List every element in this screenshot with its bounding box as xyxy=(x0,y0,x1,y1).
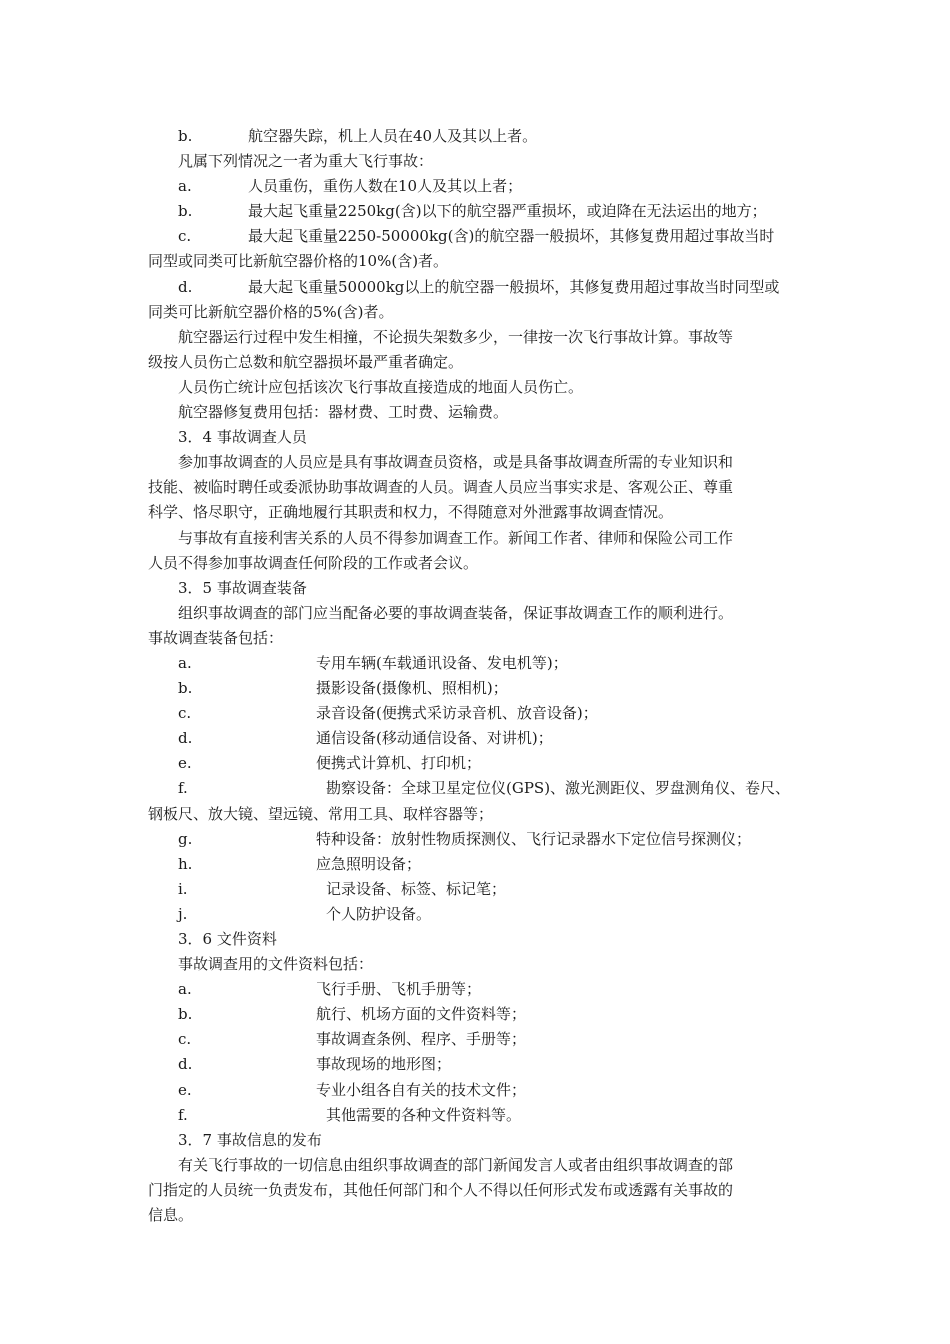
list-item xyxy=(148,1027,808,1052)
list-marker: b. xyxy=(178,679,193,698)
list-item xyxy=(148,676,808,701)
paragraph-line: 事故调查装备包括： xyxy=(148,628,284,647)
line-text: 最大起飞重量50000kg以上的航空器一般损坏，其修复费用超过事故当时同型或 xyxy=(248,277,780,296)
paragraph-line: 门指定的人员统一负责发布，其他任何部门和个人不得以任何形式发布或透露有关事故的 xyxy=(148,1180,734,1199)
list-item xyxy=(148,852,808,877)
paragraph-line: 参加事故调查的人员应是具有事故调查员资格，或是具备事故调查所需的专业知识和 xyxy=(178,453,734,472)
list-item xyxy=(148,1052,808,1077)
paragraph-line: 组织事故调查的部门应当配备必要的事故调查装备，保证事故调查工作的顺利进行。 xyxy=(178,603,734,622)
list-item xyxy=(148,877,808,902)
section-heading: 3．4 事故调查人员 xyxy=(178,428,307,447)
line-text: 事故现场的地形图； xyxy=(316,1055,452,1074)
line-text: 航行、机场方面的文件资料等； xyxy=(316,1005,527,1024)
paragraph-line: 与事故有直接利害关系的人员不得参加调查工作。新闻工作者、律师和保险公司工作 xyxy=(178,528,734,547)
list-item xyxy=(148,651,808,676)
list-item xyxy=(148,902,808,927)
list-marker: c. xyxy=(178,227,192,246)
list-item xyxy=(148,751,808,776)
paragraph-line: 航空器运行过程中发生相撞，不论损失架数多少，一律按一次飞行事故计算。事故等 xyxy=(178,327,734,346)
line-text: 应急照明设备； xyxy=(316,854,422,873)
line-text: 摄影设备(摄像机、照相机)； xyxy=(316,679,508,698)
line-text: 飞行手册、飞机手册等； xyxy=(316,980,482,999)
list-marker: a. xyxy=(178,177,192,196)
list-marker: b. xyxy=(178,127,193,145)
list-item xyxy=(148,199,808,224)
list-marker: c. xyxy=(178,704,192,723)
list-marker: a. xyxy=(178,980,192,999)
paragraph-line: 技能、被临时聘任或委派协助事故调查的人员。调查人员应当事实求是、客观公正、尊重 xyxy=(148,478,734,497)
section-heading: 3．5 事故调查装备 xyxy=(178,578,307,597)
line-text: 事故调查条例、程序、手册等； xyxy=(316,1030,527,1049)
list-item xyxy=(148,977,808,1002)
line-text: 特种设备：放射性物质探测仪、飞行记录器水下定位信号探测仪； xyxy=(316,829,752,848)
paragraph-line: 有关飞行事故的一切信息由组织事故调查的部门新闻发言人或者由组织事故调查的部 xyxy=(178,1155,734,1174)
list-item xyxy=(148,726,808,751)
list-marker: b. xyxy=(178,1005,193,1024)
paragraph-line: 信息。 xyxy=(148,1206,194,1225)
line-text: 录音设备(便携式采访录音机、放音设备)； xyxy=(316,704,598,723)
line-text: 便携式计算机、打印机； xyxy=(316,754,482,773)
list-item xyxy=(148,827,808,852)
list-item xyxy=(148,275,808,300)
paragraph-line: 航空器修复费用包括：器材费、工时费、运输费。 xyxy=(178,403,509,422)
list-marker: f. xyxy=(178,1105,188,1124)
paragraph-line: 同类可比新航空器价格的5%(含)者。 xyxy=(148,302,394,321)
list-item xyxy=(148,224,808,249)
list-marker: c. xyxy=(178,1030,192,1049)
list-marker: g. xyxy=(178,829,193,848)
list-item xyxy=(148,174,808,199)
list-marker: d. xyxy=(178,277,193,296)
paragraph-line: 同型或同类可比新航空器价格的10%(含)者。 xyxy=(148,252,449,271)
line-text: 专用车辆(车载通讯设备、发电机等)； xyxy=(316,653,568,672)
paragraph-line: 人员伤亡统计应包括该次飞行事故直接造成的地面人员伤亡。 xyxy=(178,377,584,396)
list-item xyxy=(148,1002,808,1027)
list-marker: j. xyxy=(178,904,188,923)
list-marker: e. xyxy=(178,1080,192,1099)
line-text: 专业小组各自有关的技术文件； xyxy=(316,1080,527,1099)
list-marker: e. xyxy=(178,754,192,773)
line-text: 其他需要的各种文件资料等。 xyxy=(326,1105,522,1124)
line-text: 最大起飞重量2250kg(含)以下的航空器严重损坏，或迫降在无法运出的地方； xyxy=(248,202,767,221)
list-marker: f. xyxy=(178,779,188,798)
paragraph-line: 事故调查用的文件资料包括： xyxy=(178,955,374,974)
line-text: 勘察设备：全球卫星定位仪(GPS)、激光测距仪、罗盘测角仪、卷尺、 xyxy=(326,779,791,798)
paragraph-line: 钢板尺、放大镜、望远镜、常用工具、取样容器等； xyxy=(148,804,494,823)
line-text: 人员重伤，重伤人数在10人及其以上者； xyxy=(248,177,523,196)
line-text: 个人防护设备。 xyxy=(326,904,432,923)
list-marker: d. xyxy=(178,729,193,748)
line-text: 记录设备、标签、标记笔； xyxy=(326,879,507,898)
list-item xyxy=(148,124,808,149)
paragraph-line: 科学、恪尽职守，正确地履行其职责和权力，不得随意对外泄露事故调查情况。 xyxy=(148,503,674,522)
list-item xyxy=(148,776,808,801)
section-heading: 3．6 文件资料 xyxy=(178,930,277,948)
paragraph-line: 级按人员伤亡总数和航空器损坏最严重者确定。 xyxy=(148,352,464,371)
line-text: 最大起飞重量2250-50000kg(含)的航空器一般损坏，其修复费用超过事故当时 xyxy=(248,227,775,246)
list-marker: i. xyxy=(178,879,188,898)
list-marker: d. xyxy=(178,1055,193,1074)
section-heading: 3．7 事故信息的发布 xyxy=(178,1130,322,1149)
line-text: 航空器失踪，机上人员在40人及其以上者。 xyxy=(248,127,538,145)
list-marker: a. xyxy=(178,653,192,672)
list-marker: b. xyxy=(178,202,193,221)
list-item xyxy=(148,1078,808,1103)
paragraph-line: 人员不得参加事故调查任何阶段的工作或者会议。 xyxy=(148,553,479,572)
list-item xyxy=(148,701,808,726)
line-text: 通信设备(移动通信设备、对讲机)； xyxy=(316,729,553,748)
document-page xyxy=(148,124,808,1228)
paragraph-line: 凡属下列情况之一者为重大飞行事故： xyxy=(178,152,434,171)
list-marker: h. xyxy=(178,854,193,873)
list-item xyxy=(148,1103,808,1128)
